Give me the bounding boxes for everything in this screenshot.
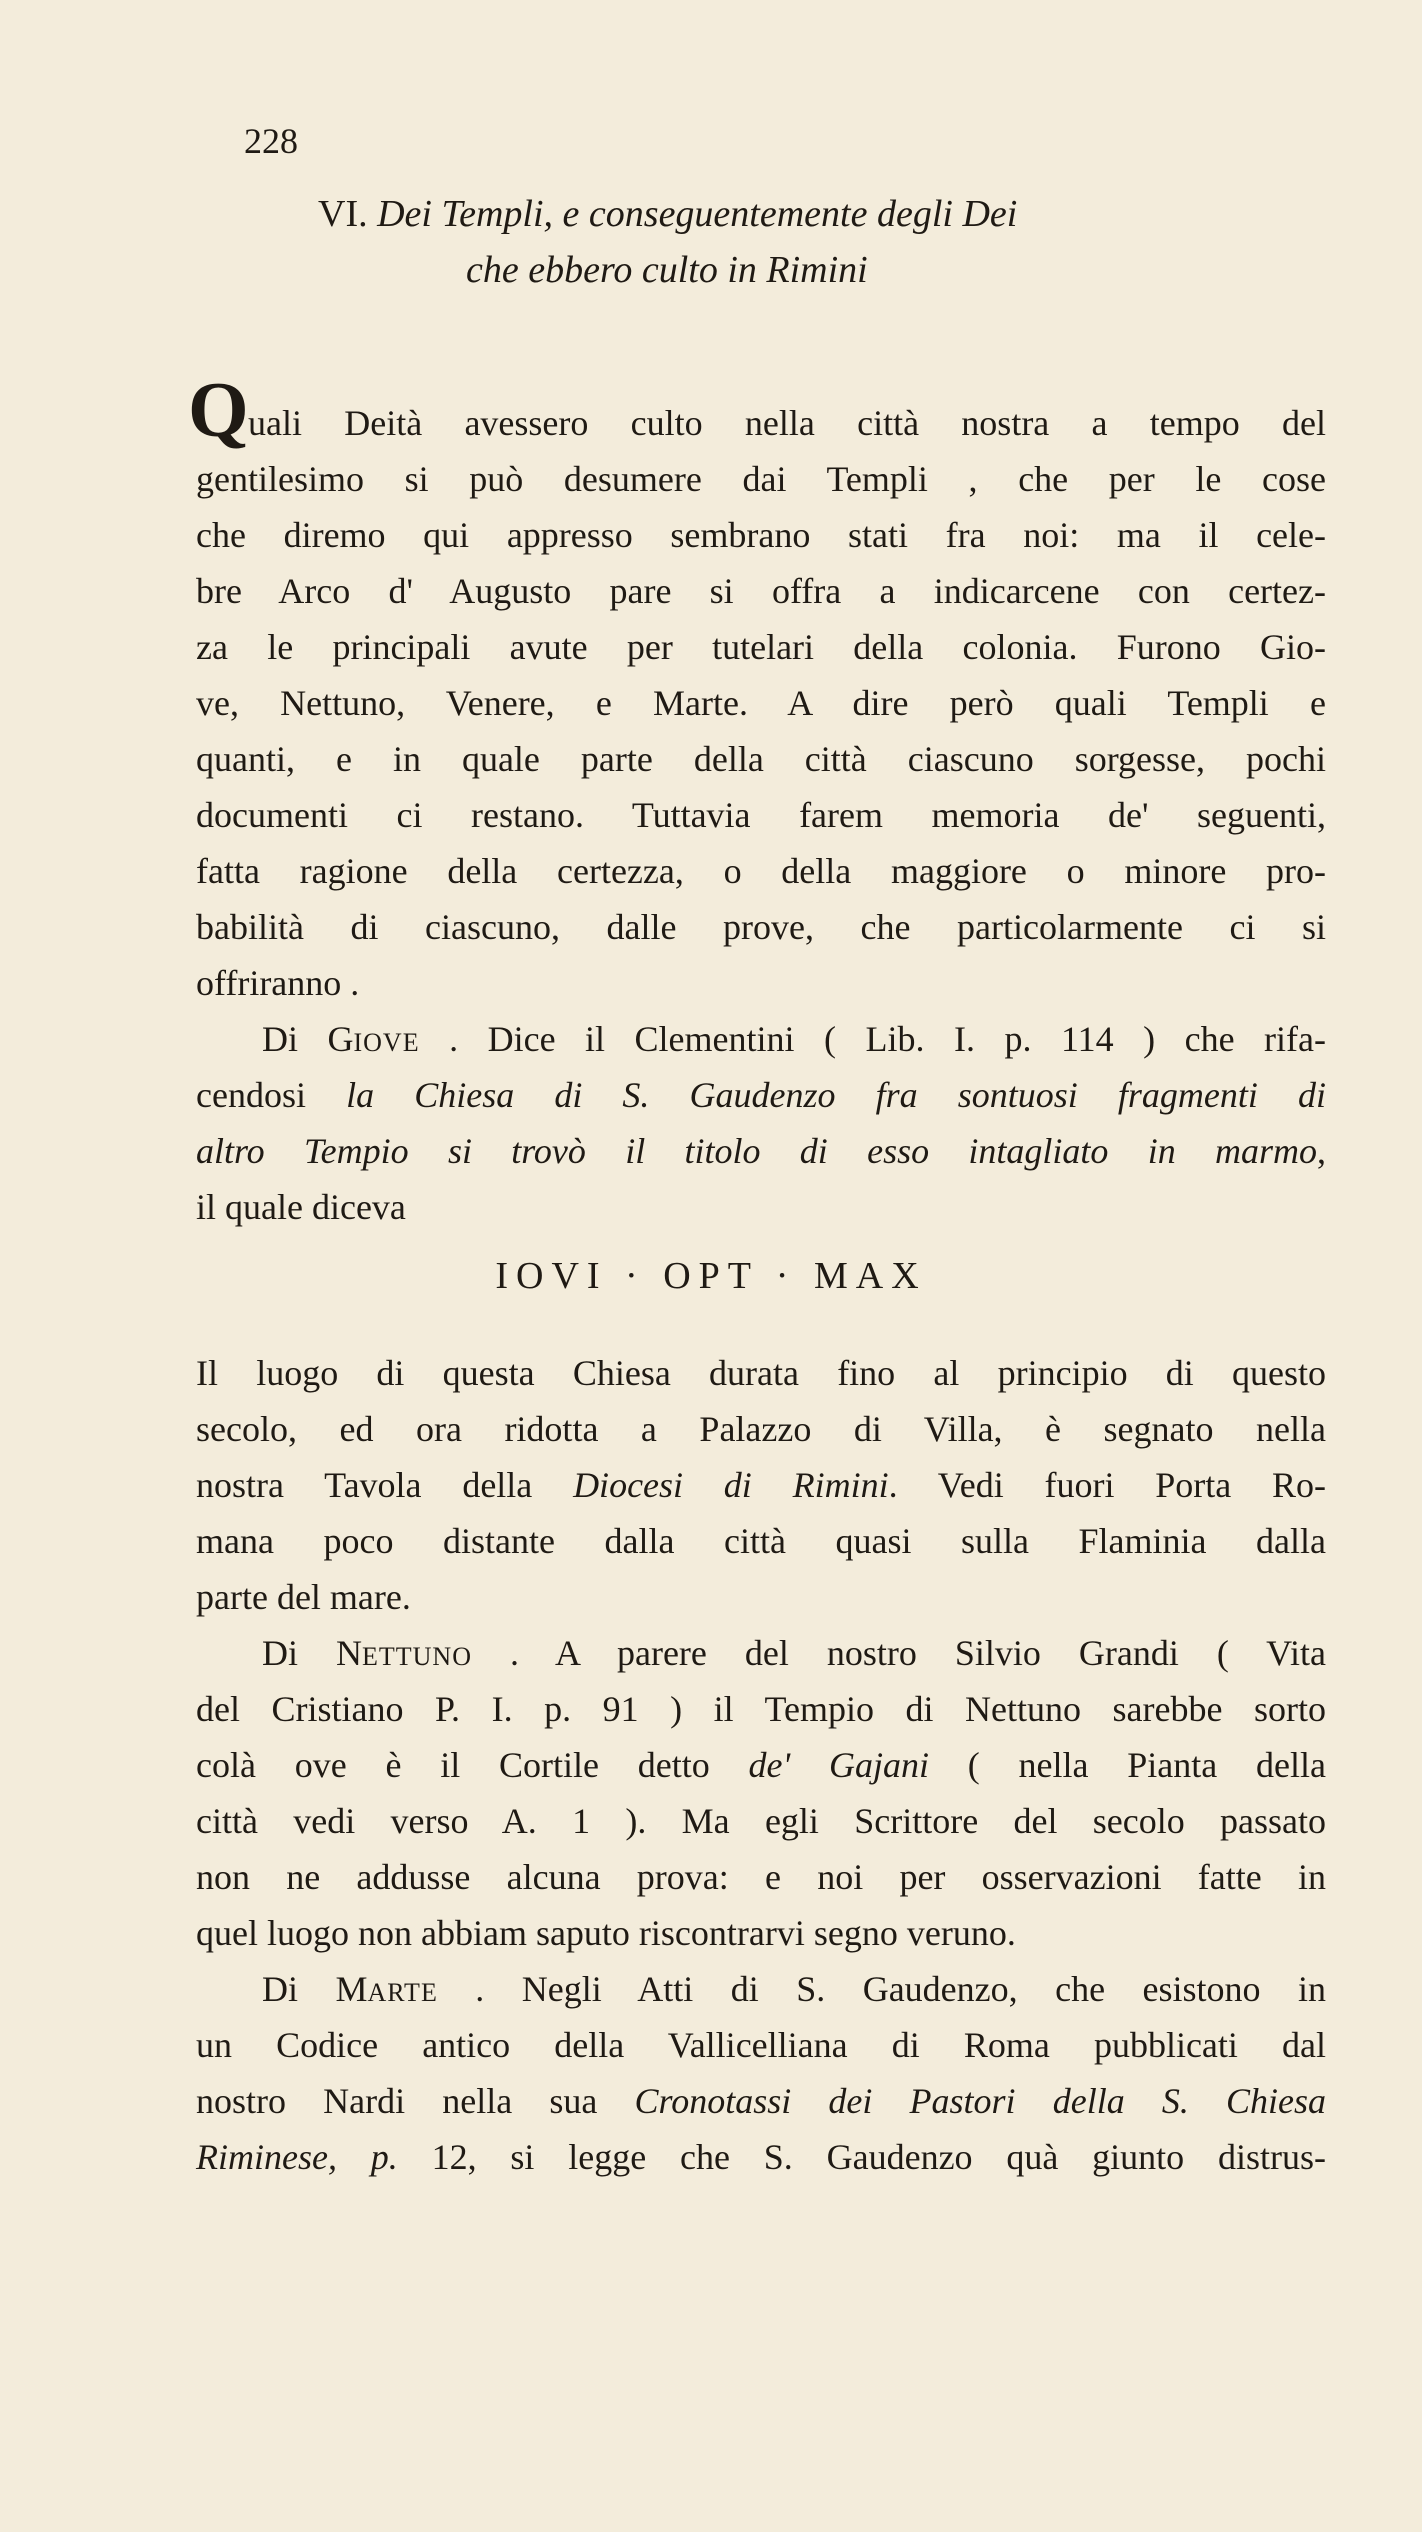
line-tail: ( nella Pianta della <box>929 1745 1327 1785</box>
giove-line-3 <box>196 1123 1326 1179</box>
deity-name-rest: IOVE <box>353 1028 420 1057</box>
text-line: offriranno . <box>196 963 360 1003</box>
text-line: quanti, e in quale parte della città ciascuno sorgesse, pochi <box>196 739 1326 779</box>
deity-name-initial: M <box>335 1969 368 2009</box>
text-line: documenti ci restano. Tuttavia farem memoria de' seguenti, <box>196 795 1326 835</box>
italic-title: Riminese, p. <box>196 2137 398 2177</box>
text-line: quel luogo non abbiam saputo riscontrarvi segno veruno. <box>196 1913 1016 1953</box>
marte-line-4 <box>196 2129 1326 2185</box>
marte-line-3 <box>196 2073 1326 2129</box>
text-line: un Codice antico della Vallicelliana di Roma pubblicati dal <box>196 2025 1326 2065</box>
text-line: ve, Nettuno, Venere, e Marte. A dire però quali Templi e <box>196 683 1326 723</box>
text-line: mana poco distante dalla città quasi sulla Flaminia dalla <box>196 1521 1326 1561</box>
text-line: parte del mare. <box>196 1577 411 1617</box>
italic-title: Cronotassi dei Pastori della S. Chiesa <box>634 2081 1327 2121</box>
prefix: Di <box>262 1019 328 1059</box>
text-line: babilità di ciascuno, dalle prove, che particolarmente ci si <box>196 907 1326 947</box>
prefix: Di <box>262 1633 336 1673</box>
text-line: uali Deità avessero culto nella città nostra a tempo del <box>248 403 1326 443</box>
section-heading <box>318 186 1278 298</box>
prefix: Di <box>262 1969 336 2009</box>
heading-line-2: che ebbero culto in Rimini <box>466 249 868 291</box>
drop-cap: Q <box>188 366 249 453</box>
page-number: 228 <box>244 121 298 161</box>
plain-text: cendosi <box>196 1075 347 1115</box>
text-line: del Cristiano P. I. p. 91 ) il Tempio di Nettuno sarebbe sorto <box>196 1689 1326 1729</box>
giove-line-1 <box>262 1011 1326 1071</box>
text-line: gentilesimo si può desumere dai Templi , che per le cose <box>196 459 1326 499</box>
deity-name-initial: G <box>327 1019 354 1059</box>
text-line: bre Arco d' Augusto pare si offra a indicarcene con certez- <box>196 571 1326 611</box>
italic-name: de' Gajani <box>748 1745 930 1785</box>
italic-title: Diocesi di Rimini <box>573 1465 889 1505</box>
line-tail: 12, si legge che S. Gaudenzo quà giunto distrus- <box>397 2137 1326 2177</box>
line-tail: . Dice il Clementini ( Lib. I. p. 114 ) che rifa- <box>419 1019 1326 1059</box>
text-line: non ne addusse alcuna prova: e noi per osservazioni fatte in <box>196 1857 1326 1897</box>
text-line: fatta ragione della certezza, o della maggiore o minore pro- <box>196 851 1326 891</box>
text-line: città vedi verso A. 1 ). Ma egli Scrittore del secolo passato <box>196 1801 1326 1841</box>
heading-numeral: VI. <box>318 193 368 235</box>
line-tail: , <box>1317 1131 1326 1171</box>
text-line: secolo, ed ora ridotta a Palazzo di Villa, è segnato nella <box>196 1409 1326 1449</box>
text-line: za le principali avute per tutelari della colonia. Furono Gio- <box>196 627 1326 667</box>
heading-italic: Dei Templi <box>377 193 544 235</box>
heading-tail: , e conseguentemente degli Dei <box>543 193 1018 235</box>
marte-line-1 <box>262 1961 1326 2021</box>
line-tail: . Negli Atti di S. Gaudenzo, che esistono in <box>437 1969 1327 2009</box>
text-line: Il luogo di questa Chiesa durata fino al principio di questo <box>196 1353 1326 1393</box>
deity-name-rest: ETTUNO <box>362 1642 472 1671</box>
nettuno-line-3 <box>196 1737 1326 1793</box>
plain-text: nostro Nardi nella sua <box>196 2081 635 2121</box>
luogo-line-3 <box>196 1457 1326 1513</box>
italic-quote: la Chiesa di S. Gaudenzo fra sontuosi fragmenti di <box>346 1075 1327 1115</box>
line-tail: . A parere del nostro Silvio Grandi ( Vita <box>471 1633 1326 1673</box>
text-line: che diremo qui appresso sembrano stati fra noi: ma il cele- <box>196 515 1326 555</box>
deity-name-initial: N <box>336 1633 362 1673</box>
deity-name-rest: ARTE <box>367 1978 438 2007</box>
plain-text: nostra Tavola della <box>196 1465 574 1505</box>
giove-line-4: il quale diceva <box>196 1187 406 1227</box>
giove-line-2 <box>196 1067 1326 1123</box>
italic-quote: altro Tempio si trovò il titolo di esso intagliato in marmo <box>196 1131 1317 1171</box>
line-tail: . Vedi fuori Porta Ro- <box>888 1465 1327 1505</box>
nettuno-line-1 <box>262 1625 1326 1685</box>
plain-text: colà ove è il Cortile detto <box>196 1745 749 1785</box>
inscription: IOVI · OPT · MAX <box>495 1255 927 1297</box>
